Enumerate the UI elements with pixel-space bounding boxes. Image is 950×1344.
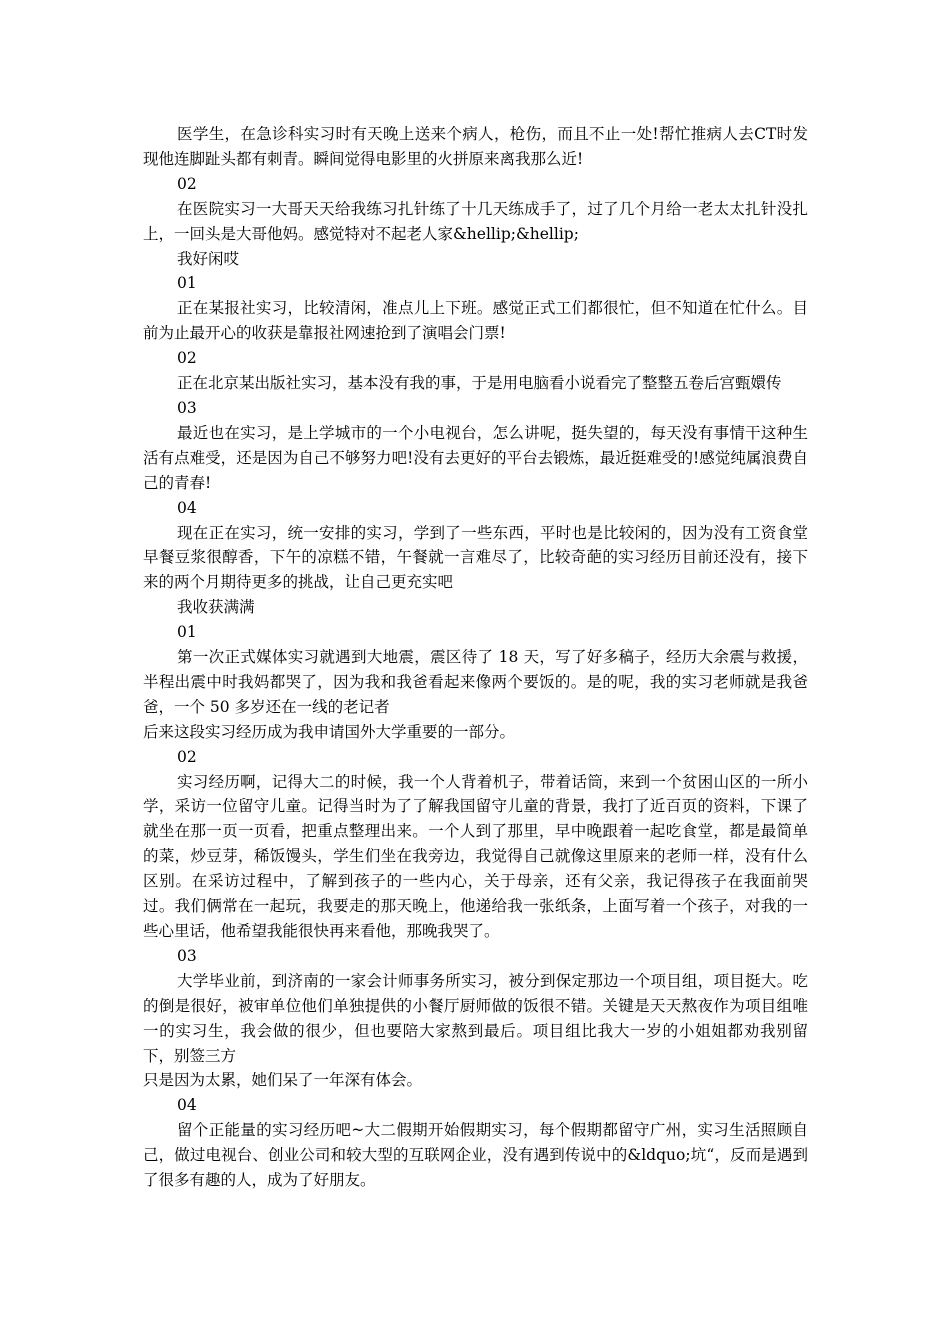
paragraph: 在医院实习一大哥天天给我练习扎针练了十几天练成手了，过了几个月给一老太太扎针没扎上，一回头是大哥他妈。感觉特对不起老人家&hellip;&hellip; [143,199,808,243]
section-number: 02 [177,174,197,193]
section-number: 01 [177,623,197,642]
paragraph: 最近也在实习，是上学城市的一个小电视台，怎么讲呢，挺失望的，每天没有事情干这种生活有点难受，还是因为自己不够努力吧!没有去更好的平台去锻炼，最近挺难受的!感觉纯属浪费自己的青春! [143,423,808,492]
paragraph: 现在正在实习，统一安排的实习，学到了一些东西，平时也是比较闲的，因为没有工资食堂早餐豆浆很醇香，下午的凉糕不错，午餐就一言难尽了，比较奇葩的实习经历目前还没有，接下来的两个月期待更多的挑战，让自己更充实吧 [143,523,808,592]
section-heading: 我收获满满 [177,598,255,617]
paragraph: 后来这段实习经历成为我申请国外大学重要的一部分。 [143,722,516,741]
paragraph: 只是因为太累，她们呆了一年深有体会。 [143,1071,423,1090]
section-number: 03 [177,398,197,417]
section-number: 03 [177,946,197,965]
paragraph: 实习经历啊，记得大二的时候，我一个人背着机子，带着话筒，来到一个贫困山区的一所小学，采访一位留守儿童。记得当时为了了解我国留守儿童的背景，我打了近百页的资料，下课了就坐在那一页一页看，把重点整理出来。一个人到了那里，早中晚跟着一起吃食堂，都是最简单的菜，炒豆芽，稀饭馒头，学生们坐在我旁边，我觉得自己就像这里原来的老师一样，没有什么区别。在采访过程中，了解到孩子的一些内心，关于母亲，还有父亲，我记得孩子在我面前哭过。我们俩常在一起玩，我要走的那天晚上，他递给我一张纸条，上面写着一个孩子，对我的一些心里话，他希望我能很快再来看他，那晚我哭了。 [143,772,808,940]
document-body [143,122,808,1193]
section-number: 04 [177,498,197,517]
paragraph: 第一次正式媒体实习就遇到大地震，震区待了 18 天，写了好多稿子，经历大余震与救援，半程出震中时我妈都哭了，因为我和我爸看起来像两个要饭的。是的呢，我的实习老师就是我爸爸，一个 50 多岁还在一线的老记者 [143,648,808,716]
paragraph: 大学毕业前，到济南的一家会计师事务所实习，被分到保定那边一个项目组，项目挺大。吃的倒是很好，被审单位他们单独提供的小餐厅厨师做的饭很不错。关键是天天熬夜作为项目组唯一的实习生，我会做的很少，但也要陪大家熬到最后。项目组比我大一岁的小姐姐都劝我别留下，别签三方 [143,971,808,1065]
paragraph: 正在北京某出版社实习，基本没有我的事，于是用电脑看小说看完了整整五卷后宫甄嬛传 [177,374,782,393]
section-number: 01 [177,274,197,293]
section-number: 02 [177,349,197,368]
section-number: 04 [177,1096,197,1115]
section-number: 02 [177,747,197,766]
paragraph: 留个正能量的实习经历吧~大二假期开始假期实习，每个假期都留守广州，实习生活照顾自己，做过电视台、创业公司和较大型的互联网企业，没有遇到传说中的&ldquo;坑“，反而是遇到了很多有趣的人，成为了好朋友。 [143,1121,808,1190]
paragraph: 正在某报社实习，比较清闲，准点儿上下班。感觉正式工们都很忙，但不知道在忙什么。目前为止最开心的收获是靠报社网速抢到了演唱会门票! [143,299,808,343]
paragraph: 医学生，在急诊科实习时有天晚上送来个病人，枪伤，而且不止一处!帮忙推病人去CT时发现他连脚趾头都有刺青。瞬间觉得电影里的火拼原来离我那么近! [143,125,808,168]
section-heading: 我好闲哎 [177,249,240,268]
